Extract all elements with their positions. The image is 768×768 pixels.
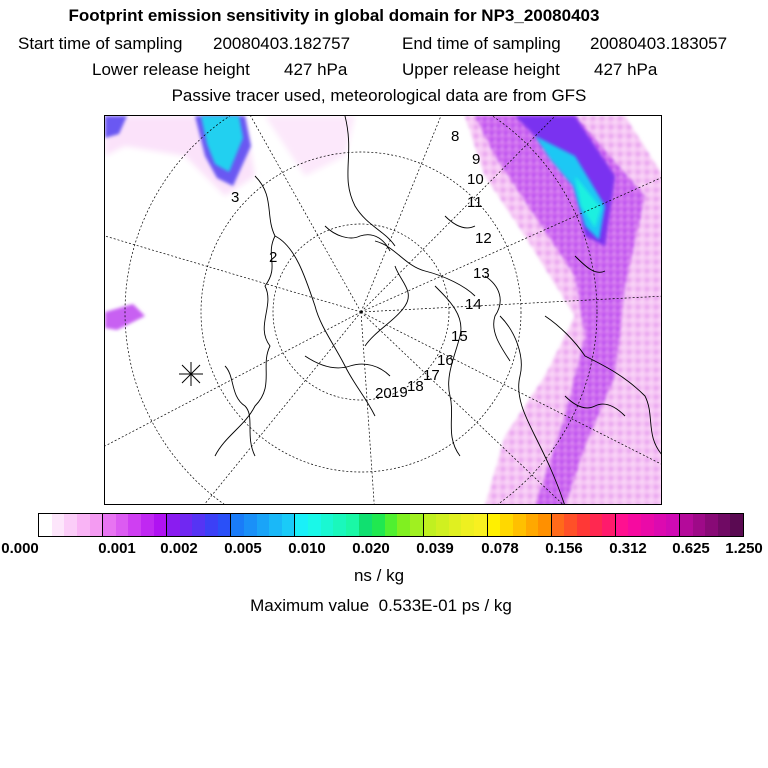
colorbar-swatch xyxy=(424,514,437,536)
colorbar-tick-label: 0.001 xyxy=(98,540,136,557)
trajectory-label: 14 xyxy=(465,296,482,313)
colorbar-swatch xyxy=(474,514,487,536)
colorbar-swatch xyxy=(666,514,679,536)
colorbar-swatch xyxy=(538,514,551,536)
colorbar-swatch xyxy=(282,514,295,536)
colorbar-swatch xyxy=(333,514,346,536)
map-svg xyxy=(105,116,662,505)
trajectory-label: 2 xyxy=(269,249,278,266)
tracer-note: Passive tracer used, meteorological data are from GFS xyxy=(171,86,587,105)
colorbar-swatch xyxy=(192,514,205,536)
colorbar-tick-label: 0.020 xyxy=(352,540,390,557)
colorbar-swatch xyxy=(346,514,359,536)
colorbar-swatch xyxy=(513,514,526,536)
colorbar-swatch xyxy=(154,514,167,536)
colorbar-swatch xyxy=(295,514,308,536)
trajectory-label: 17 xyxy=(423,367,440,384)
emission-sensitivity-field xyxy=(105,116,662,505)
start-time-label: Start time of sampling xyxy=(18,34,183,53)
colorbar-swatch xyxy=(39,514,52,536)
colorbar-tick-label: 0.625 xyxy=(672,540,710,557)
lower-release-value: 427 hPa xyxy=(284,60,348,79)
colorbar-segment xyxy=(552,514,616,536)
trajectory-label: 11 xyxy=(467,194,483,211)
colorbar-swatch xyxy=(693,514,706,536)
maximum-value-line xyxy=(0,596,765,616)
colorbar xyxy=(38,513,744,537)
end-time-label: End time of sampling xyxy=(402,34,561,53)
maximum-value-label: Maximum value xyxy=(250,596,370,615)
release-point-marker xyxy=(179,362,203,386)
colorbar-swatch xyxy=(590,514,603,536)
colorbar-swatch xyxy=(269,514,282,536)
maximum-value-number: 0.533E-01 ps / kg xyxy=(378,596,512,615)
upper-release-value: 427 hPa xyxy=(594,60,658,79)
colorbar-swatch xyxy=(385,514,398,536)
colorbar-swatch xyxy=(205,514,218,536)
trajectory-label: 20 xyxy=(375,385,392,402)
trajectory-label: 13 xyxy=(473,265,490,282)
colorbar-swatch xyxy=(180,514,193,536)
colorbar-swatch xyxy=(231,514,244,536)
colorbar-swatch xyxy=(244,514,257,536)
trajectory-label: 9 xyxy=(472,151,481,168)
colorbar-swatch xyxy=(90,514,103,536)
colorbar-segment xyxy=(103,514,167,536)
trajectory-label: 18 xyxy=(407,378,424,395)
colorbar-swatch xyxy=(461,514,474,536)
colorbar-units: ns / kg xyxy=(353,566,405,585)
colorbar-swatch xyxy=(167,514,180,536)
colorbar-segment xyxy=(359,514,423,536)
colorbar-swatch xyxy=(730,514,743,536)
colorbar-tick-label: 0.312 xyxy=(609,540,647,557)
trajectory-label: 8 xyxy=(451,128,460,145)
plot-title: Footprint emission sensitivity in global domain for NP3_20080403 xyxy=(68,6,600,25)
colorbar-swatch xyxy=(500,514,513,536)
colorbar-swatch xyxy=(218,514,231,536)
colorbar-swatch xyxy=(564,514,577,536)
colorbar-segment xyxy=(231,514,295,536)
colorbar-swatch xyxy=(680,514,693,536)
colorbar-tick-label: 0.005 xyxy=(224,540,262,557)
colorbar-swatch xyxy=(488,514,501,536)
colorbar-swatch xyxy=(359,514,372,536)
colorbar-segment xyxy=(39,514,103,536)
trajectory-label: 16 xyxy=(437,352,454,369)
colorbar-swatch xyxy=(654,514,667,536)
start-time-value: 20080403.182757 xyxy=(213,34,351,53)
colorbar-swatch xyxy=(257,514,270,536)
colorbar-swatch xyxy=(308,514,321,536)
colorbar-swatch xyxy=(616,514,629,536)
colorbar-tick-label: 0.010 xyxy=(288,540,326,557)
colorbar-tick-label: 0.156 xyxy=(545,540,583,557)
colorbar-swatch xyxy=(552,514,565,536)
colorbar-segment xyxy=(488,514,552,536)
colorbar-swatch xyxy=(64,514,77,536)
colorbar-segment xyxy=(424,514,488,536)
colorbar-swatch xyxy=(641,514,654,536)
trajectory-label: 19 xyxy=(391,384,408,401)
colorbar-tick-label: 0.002 xyxy=(160,540,198,557)
colorbar-swatch xyxy=(397,514,410,536)
trajectory-labels xyxy=(231,128,492,402)
colorbar-segment xyxy=(295,514,359,536)
colorbar-swatch xyxy=(321,514,334,536)
colorbar-swatch xyxy=(141,514,154,536)
colorbar-swatch xyxy=(103,514,116,536)
end-time-value: 20080403.183057 xyxy=(590,34,728,53)
colorbar-swatch xyxy=(718,514,731,536)
colorbar-swatch xyxy=(602,514,615,536)
colorbar-swatch xyxy=(116,514,129,536)
colorbar-swatch xyxy=(372,514,385,536)
trajectory-label: 3 xyxy=(231,189,240,206)
colorbar-segment xyxy=(167,514,231,536)
trajectory-label: 10 xyxy=(467,171,484,188)
upper-release-label: Upper release height xyxy=(402,60,560,79)
colorbar-swatch xyxy=(52,514,65,536)
colorbar-tick-label: 1.250 xyxy=(725,540,763,557)
colorbar-tick-label: 0.078 xyxy=(481,540,519,557)
colorbar-swatch xyxy=(410,514,423,536)
trajectory-label: 12 xyxy=(475,230,492,247)
colorbar-swatch xyxy=(128,514,141,536)
colorbar-swatch xyxy=(577,514,590,536)
colorbar-segment xyxy=(616,514,680,536)
lower-release-label: Lower release height xyxy=(92,60,250,79)
colorbar-swatch xyxy=(628,514,641,536)
colorbar-segment xyxy=(680,514,743,536)
colorbar-swatch xyxy=(77,514,90,536)
footprint-map xyxy=(104,115,662,505)
colorbar-swatch xyxy=(436,514,449,536)
colorbar-swatch xyxy=(526,514,539,536)
colorbar-swatch xyxy=(705,514,718,536)
trajectory-label: 15 xyxy=(451,328,468,345)
colorbar-tick-label: 0.000 xyxy=(1,540,39,557)
colorbar-tick-label: 0.039 xyxy=(416,540,454,557)
colorbar-swatch xyxy=(449,514,462,536)
